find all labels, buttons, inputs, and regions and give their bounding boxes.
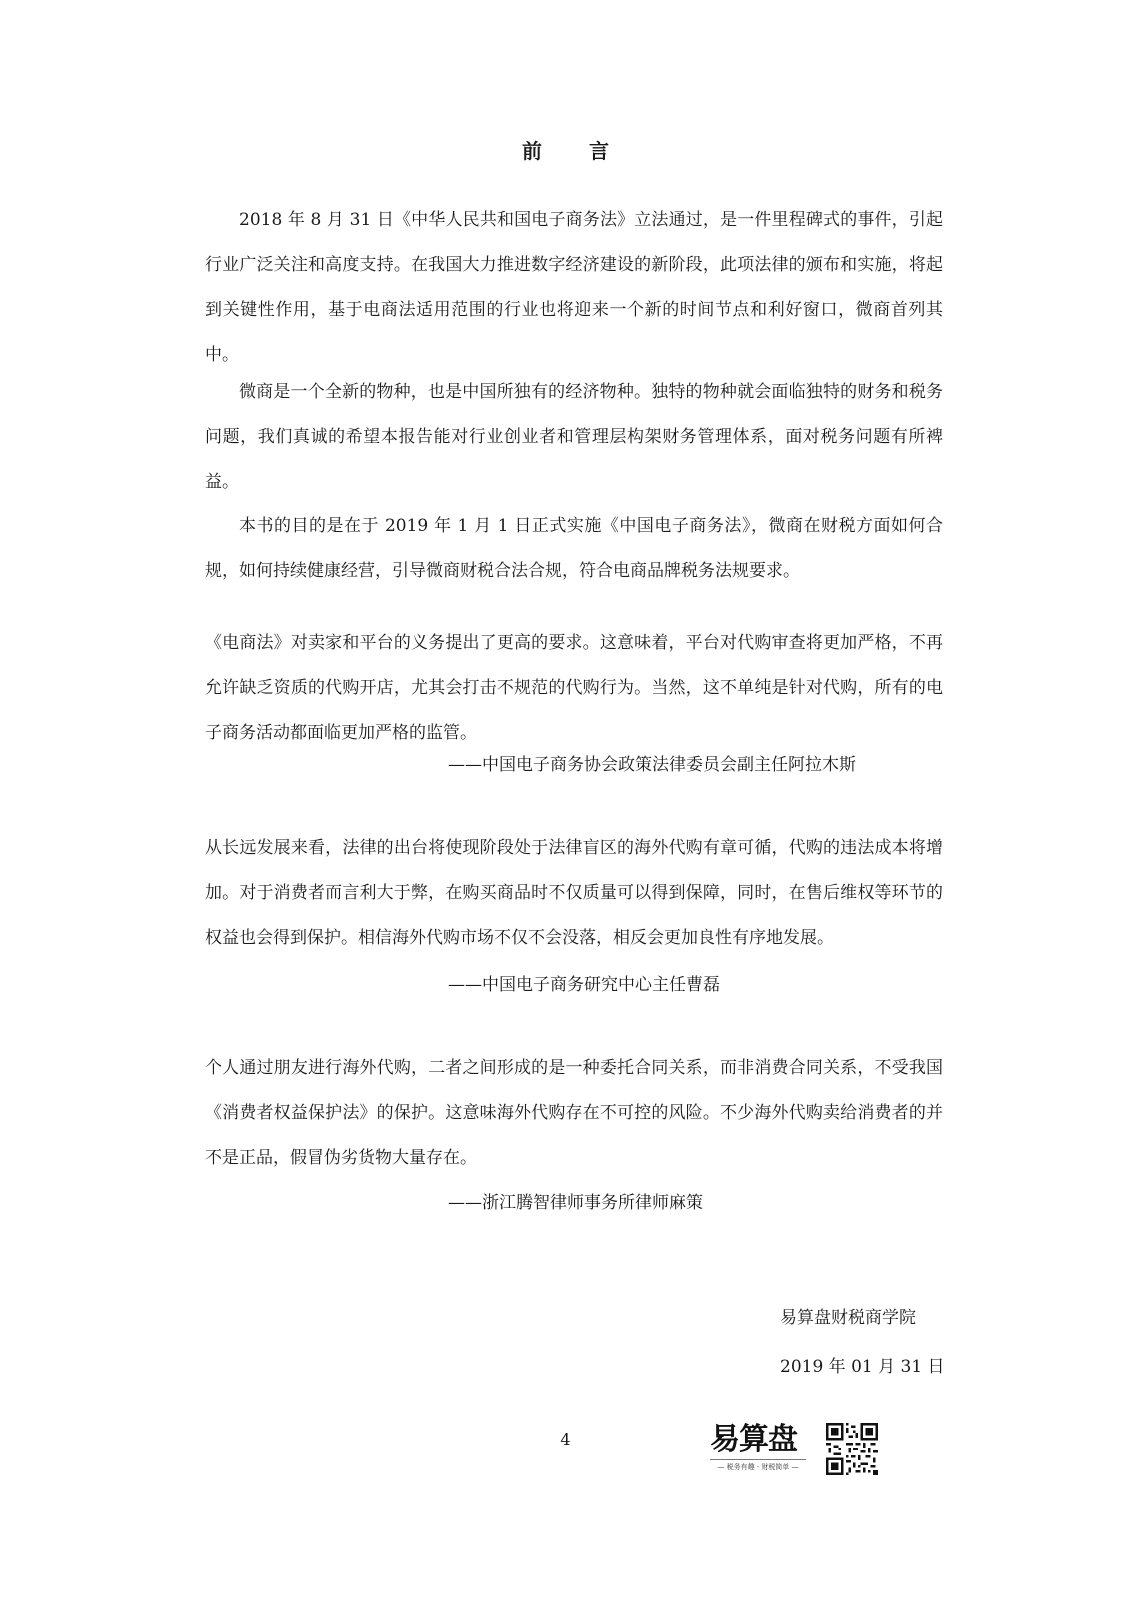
paragraph-weishang-text: 微商是一个全新的物种，也是中国所独有的经济物种。独特的物种就会面临独特的财务和税务问题，我们真诚的希望本报告能对行业创业者和管理层构架财务管理体系，面对税务问题有所裨益。: [205, 382, 943, 492]
quote-3-attribution: ——浙江腾智律师事务所律师麻策: [448, 1193, 703, 1213]
signature-date: 2019 年 01 月 31 日: [780, 1357, 945, 1377]
brand-logo-text: 易算盘: [710, 1422, 797, 1457]
page-title: 前 言: [522, 139, 629, 163]
quote-3-text: 个人通过朋友进行海外代购，二者之间形成的是一种委托合同关系，而非消费合同关系，不受我国《消费者权益保护法》的保护。这意味海外代购存在不可控的风险。不少海外代购卖给消费者的并不是正品，假冒伪劣货物大量存在。: [205, 1058, 943, 1168]
page-number: 4: [560, 1430, 571, 1449]
paragraph-weishang: [205, 370, 943, 505]
brand-logo-tagline: — 税务有趣 · 财税简单 —: [710, 1459, 806, 1472]
quote-1: [205, 621, 943, 756]
quote-2: [205, 826, 943, 961]
paragraph-intro-text: 2018 年 8 月 31 日《中华人民共和国电子商务法》立法通过，是一件里程碑式的事件，引起行业广泛关注和高度支持。在我国大力推进数字经济建设的新阶段，此项法律的颁布和实施，将起到关键性作用，基于电商法适用范围的行业也将迎来一个新的时间节点和利好窗口，微商首列其中。: [205, 210, 943, 365]
brand-logo-icon: [710, 1423, 810, 1475]
quote-1-text: 《电商法》对卖家和平台的义务提出了更高的要求。这意味着，平台对代购审查将更加严格，不再允许缺乏资质的代购开店，尤其会打击不规范的代购行为。当然，这不单纯是针对代购，所有的电子商务活动都面临更加严格的监管。: [205, 633, 943, 743]
signature-org: 易算盘财税商学院: [780, 1308, 916, 1328]
quote-2-text: 从长远发展来看，法律的出台将使现阶段处于法律盲区的海外代购有章可循，代购的违法成本将增加。对于消费者而言利大于弊，在购买商品时不仅质量可以得到保障，同时，在售后维权等环节的权益也会得到保护。相信海外代购市场不仅不会没落，相反会更加良性有序地发展。: [205, 838, 943, 948]
paragraph-purpose-text: 本书的目的是在于 2019 年 1 月 1 日正式实施《中国电子商务法》，微商在财税方面如何合规，如何持续健康经营，引导微商财税合法合规，符合电商品牌税务法规要求。: [205, 516, 943, 581]
quote-1-attribution: ——中国电子商务协会政策法律委员会副主任阿拉木斯: [448, 755, 856, 775]
qr-code-icon: [826, 1423, 878, 1475]
paragraph-intro: [205, 198, 943, 378]
paragraph-purpose: [205, 504, 943, 594]
quote-2-attribution: ——中国电子商务研究中心主任曹磊: [448, 975, 720, 995]
quote-3: [205, 1046, 943, 1181]
